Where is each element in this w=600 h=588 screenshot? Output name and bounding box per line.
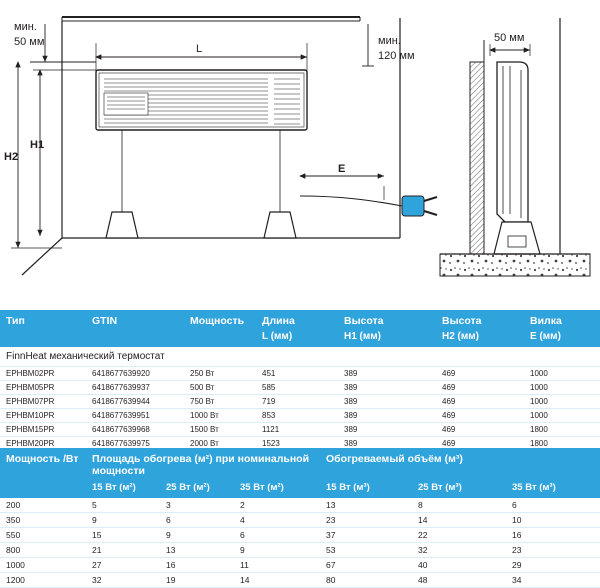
cell-type: EPHBM05PR [0,381,86,395]
cell-area-25: 16 [160,558,234,573]
svg-text:мин.: мин. [14,21,37,33]
cell-area-35: 11 [234,558,320,573]
cell-vol-35: 16 [506,528,600,543]
svg-text:H2: H2 [4,151,19,163]
cell-power: 350 [0,513,86,528]
th-area-35: 35 Вт (м²) [234,482,320,498]
th-gtin: GTIN [86,310,184,347]
cell-power: 2000 Вт [184,437,256,451]
cell-plug: 1800 [524,423,600,437]
cell-plug: 1000 [524,409,600,423]
cell-power: 1000 Вт [184,409,256,423]
cell-power: 200 [0,498,86,513]
cell-h2: 469 [436,381,524,395]
cell-gtin: 6418677639944 [86,395,184,409]
group-label: FinnHeat механический термостат [0,347,600,367]
cell-vol-35: 23 [506,543,600,558]
cell-gtin: 6418677639968 [86,423,184,437]
cell-h1: 389 [338,381,436,395]
cell-area-25: 9 [160,528,234,543]
cell-area-25: 3 [160,498,234,513]
cell-area-15: 21 [86,543,160,558]
cell-gtin: 6418677639975 [86,437,184,451]
table-row [0,367,600,381]
table-row [0,395,600,409]
cell-vol-35: 29 [506,558,600,573]
cell-gtin: 6418677639920 [86,367,184,381]
th-vol-35: 35 Вт (м³) [506,482,600,498]
cell-power: 750 Вт [184,395,256,409]
table-row [0,498,600,513]
cell-area-15: 5 [86,498,160,513]
cell-type: EPHBM10PR [0,409,86,423]
th-area-15: 15 Вт (м²) [86,482,160,498]
cell-vol-15: 13 [320,498,412,513]
table-row [0,513,600,528]
cell-vol-25: 8 [412,498,506,513]
th-power-w: Мощность /Вт [0,448,86,498]
svg-text:мин.: мин. [378,35,401,47]
cell-vol-25: 32 [412,543,506,558]
cell-vol-35: 6 [506,498,600,513]
cell-power: 1500 Вт [184,423,256,437]
cell-plug: 1800 [524,437,600,451]
table-row [0,409,600,423]
th-power: Мощность [184,310,256,347]
cell-vol-15: 67 [320,558,412,573]
cell-area-25: 19 [160,573,234,588]
table-row [0,573,600,588]
cell-plug: 1000 [524,367,600,381]
dimension-min-120 [362,24,415,66]
table-group-row [0,347,600,367]
cell-type: EPHBM15PR [0,423,86,437]
th-area-25: 25 Вт (м²) [160,482,234,498]
svg-text:L: L [196,43,203,55]
cell-vol-25: 14 [412,513,506,528]
cell-area-15: 32 [86,573,160,588]
table2-header-row-1 [0,448,600,482]
th-heating-area: Площадь обогрева (м²) при номинальной мощности [86,448,320,482]
cell-h2: 469 [436,409,524,423]
cell-power: 250 Вт [184,367,256,381]
cell-type: EPHBM07PR [0,395,86,409]
side-view [440,18,590,276]
th-length: Длина L (мм) [256,310,338,347]
cell-area-35: 4 [234,513,320,528]
th-heating-volume: Обогреваемый объём (м³) [320,448,600,482]
cell-area-35: 2 [234,498,320,513]
cell-vol-35: 34 [506,573,600,588]
dimension-H2 [4,62,62,248]
cell-power: 1000 [0,558,86,573]
th-vol-25: 25 Вт (м³) [412,482,506,498]
cell-length: 853 [256,409,338,423]
table-row [0,558,600,573]
cell-vol-15: 37 [320,528,412,543]
cell-power: 1200 [0,573,86,588]
cell-vol-35: 10 [506,513,600,528]
cell-length: 451 [256,367,338,381]
cell-length: 1523 [256,437,338,451]
svg-text:120 мм: 120 мм [378,50,415,62]
cell-type: EPHBM20PR [0,437,86,451]
th-vol-15: 15 Вт (м³) [320,482,412,498]
cell-h1: 389 [338,423,436,437]
heater-legs [106,130,296,238]
th-height2: Высота H2 (мм) [436,310,524,347]
cell-h1: 389 [338,395,436,409]
cell-gtin: 6418677639937 [86,381,184,395]
dimension-E [300,163,384,200]
specifications-table [0,310,600,451]
table-row [0,528,600,543]
table-row [0,543,600,558]
table1-header-row [0,310,600,347]
svg-text:H1: H1 [30,139,45,151]
table-row [0,381,600,395]
cell-area-35: 6 [234,528,320,543]
cell-area-25: 6 [160,513,234,528]
cell-type: EPHBM02PR [0,367,86,381]
power-cord-plug [300,196,437,216]
svg-text:50 мм: 50 мм [14,36,45,48]
cell-plug: 1000 [524,395,600,409]
dimension-L [96,43,307,73]
cell-h1: 389 [338,367,436,381]
cell-power: 550 [0,528,86,543]
svg-text:50 мм: 50 мм [494,32,525,44]
th-height1: Высота H1 (мм) [338,310,436,347]
cell-h2: 469 [436,367,524,381]
svg-text:E: E [338,163,346,175]
dimension-min-50-top [14,21,96,62]
cell-h2: 469 [436,395,524,409]
cell-h2: 469 [436,423,524,437]
cell-vol-25: 48 [412,573,506,588]
table-row [0,423,600,437]
cell-vol-25: 22 [412,528,506,543]
cell-area-15: 9 [86,513,160,528]
cell-vol-15: 53 [320,543,412,558]
th-plug: Вилка E (мм) [524,310,600,347]
cell-length: 1121 [256,423,338,437]
cell-h2: 469 [436,437,524,451]
ceiling-line [62,17,360,21]
cell-vol-15: 23 [320,513,412,528]
th-type: Тип [0,310,86,347]
cell-h1: 389 [338,437,436,451]
cell-area-35: 9 [234,543,320,558]
cell-power: 800 [0,543,86,558]
cell-area-15: 27 [86,558,160,573]
cell-power: 500 Вт [184,381,256,395]
dimension-H1 [30,70,96,236]
cell-plug: 1000 [524,381,600,395]
cell-area-35: 14 [234,573,320,588]
cell-h1: 389 [338,409,436,423]
cell-length: 719 [256,395,338,409]
cell-area-25: 13 [160,543,234,558]
cell-gtin: 6418677639951 [86,409,184,423]
heater-front-view [96,70,307,130]
heating-area-table [0,448,600,588]
cell-area-15: 15 [86,528,160,543]
cell-vol-15: 80 [320,573,412,588]
cell-vol-25: 40 [412,558,506,573]
table2-header-row-2 [0,482,600,498]
cell-length: 585 [256,381,338,395]
